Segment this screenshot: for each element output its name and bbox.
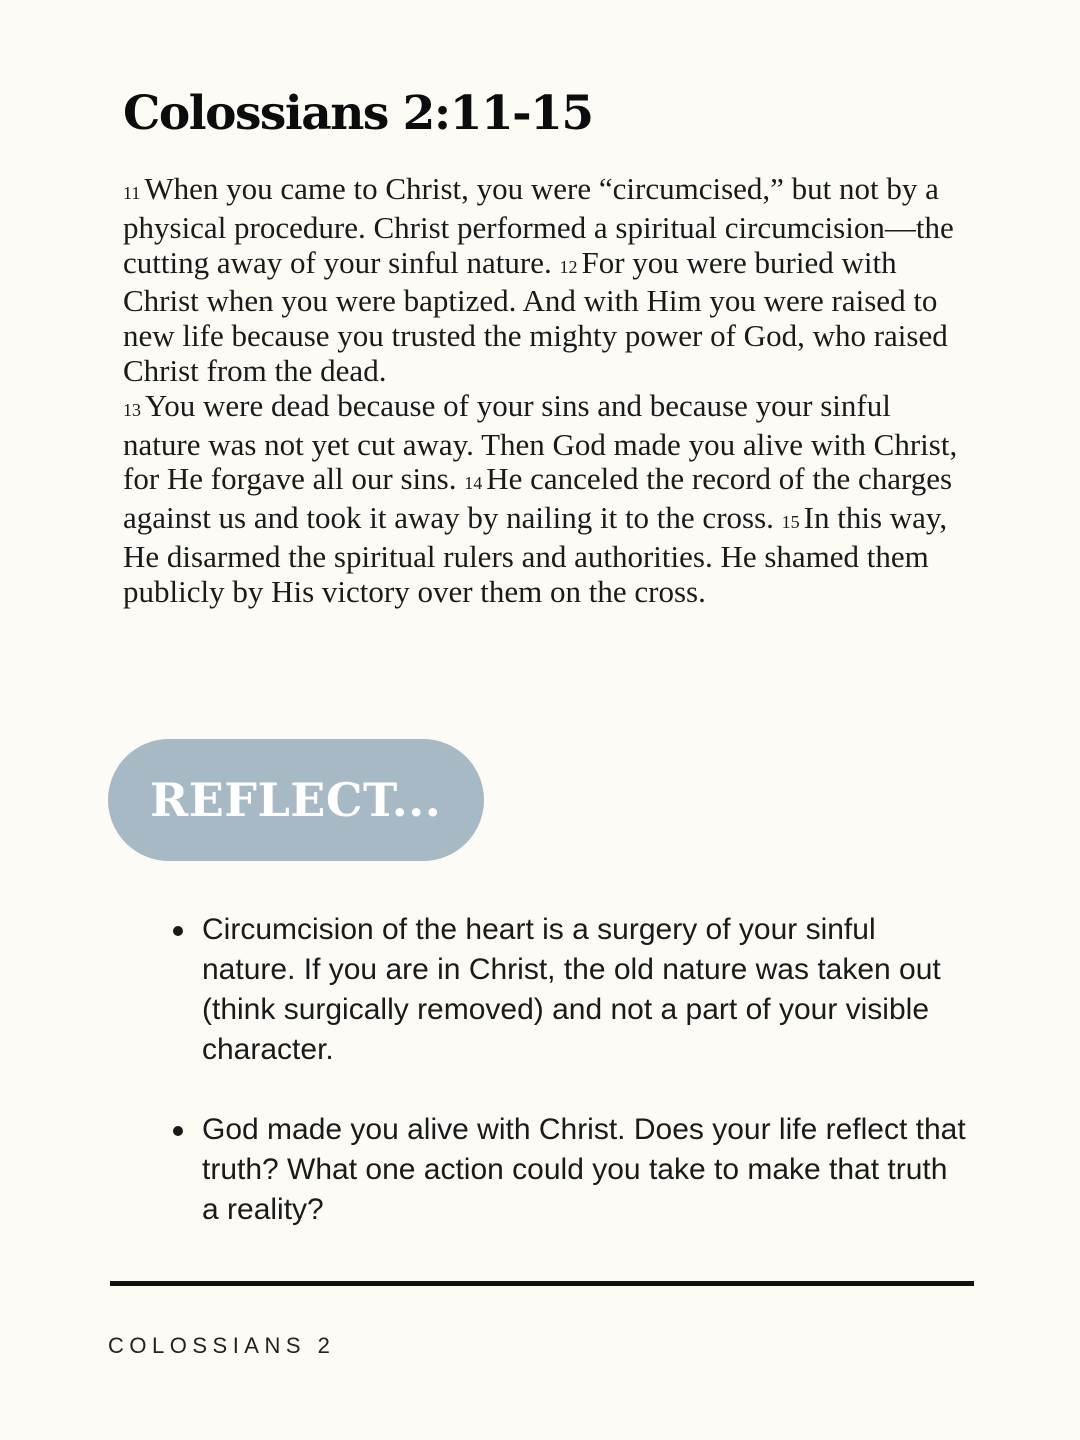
bullet-icon bbox=[173, 1126, 183, 1136]
list-item bbox=[162, 1110, 972, 1230]
footer-label: COLOSSIANS 2 bbox=[108, 1333, 336, 1358]
reflect-list bbox=[162, 910, 972, 1270]
scripture-passage bbox=[123, 172, 968, 610]
divider bbox=[110, 1281, 974, 1286]
list-item bbox=[162, 910, 972, 1070]
verse-number: 11 bbox=[123, 183, 141, 203]
verse-text: When you came to Christ, you were “circumcised,” but not by a physical procedure. Christ performed a spiritual circumcision—the cutting away of your sinful nature. bbox=[123, 171, 954, 280]
page-title: Colossians 2:11-15 bbox=[123, 86, 593, 141]
reflect-label: REFLECT... bbox=[150, 773, 442, 827]
list-item-text: Circumcision of the heart is a surgery of your sinful nature. If you are in Christ, the old nature was taken out (think surgically removed) and not a part of your visible character. bbox=[202, 913, 941, 1066]
reflect-badge bbox=[108, 739, 484, 861]
verse-text: You were dead because of your sins and because your sinful nature was not yet cut away. Then God made you alive with Christ, for He forgave all our sins. bbox=[123, 387, 958, 497]
list-item-text: God made you alive with Christ. Does your life reflect that truth? What one action could you take to make that truth a reality? bbox=[202, 1113, 966, 1226]
verse-text: In this way, He disarmed the spiritual rulers and authorities. He shamed them publicly by His victory over them on the cross. bbox=[123, 500, 948, 609]
verse-text: For you were buried with Christ when you were baptized. And with Him you were raised to new life because you trusted the mighty power of God, who raised Christ from the dead. bbox=[123, 244, 948, 388]
verse-text: He canceled the record of the charges against us and took it away by nailing it to the cross. bbox=[123, 461, 953, 536]
verse-number: 13 bbox=[123, 399, 141, 420]
verse-number: 12 bbox=[559, 256, 578, 277]
verse-number: 14 bbox=[464, 473, 483, 494]
bullet-icon bbox=[173, 926, 183, 936]
verse-number: 15 bbox=[781, 512, 800, 533]
